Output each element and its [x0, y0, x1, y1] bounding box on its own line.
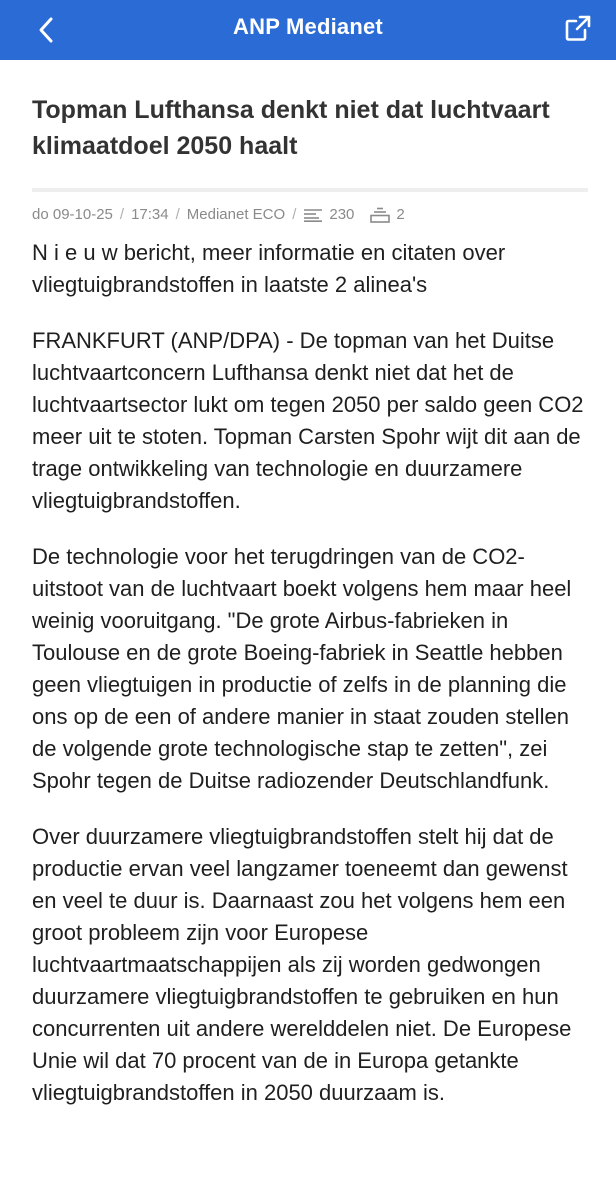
- meta-separator: /: [119, 206, 125, 223]
- meta-source: Medianet ECO: [186, 206, 286, 223]
- article-paragraph: De technologie voor het terugdringen van de CO2-uitstoot van de luchtvaart boekt volgens hem maar heel weinig vooruitgang. "De grote Airbus-fabrieken in Toulouse en de grote Boeing-fabriek in Seattle hebben geen vliegtuigen in productie of zelfs in de planning die ons op de een of andere manier in staat zouden stellen de volgende grote technologische stap te zetten", zei Spohr tegen de Duitse radiozender Deutschlandfunk.: [32, 544, 572, 793]
- app-title: ANP Medianet: [233, 14, 383, 39]
- article-body: [32, 237, 588, 1109]
- article: [32, 92, 588, 1133]
- article-title: Topman Lufthansa denkt niet dat luchtvaart klimaatdoel 2050 haalt: [32, 96, 550, 160]
- article-paragraph: FRANKFURT (ANP/DPA) - De topman van het Duitse luchtvaartconcern Lufthansa denkt niet dat het de luchtvaartsector lukt om tegen 2050 per saldo geen CO2 meer uit te stoten. Topman Carsten Spohr wijt dit aan de trage ontwikkeling van technologie en duurzamere vliegtuigbrandstoffen.: [32, 328, 584, 513]
- article-paragraph: Over duurzamere vliegtuigbrandstoffen stelt hij dat de productie ervan veel langzamer toeneemt dan gewenst en veel te duur is. Daarnaast zou het volgens hem een groot probleem zijn voor Europese luchtvaartmaatschappijen als zij worden gedwongen duurzamere vliegtuigbrandstoffen te gebruiken en hun concurrenten uit andere werelddelen niet. De Europese Unie wil dat 70 procent van de in Europa getankte vliegtuigbrandstoffen in 2050 duurzaam is.: [32, 824, 572, 1105]
- meta-separator: /: [292, 206, 297, 223]
- meta-stack-count: 2: [396, 206, 405, 223]
- share-button[interactable]: [558, 8, 598, 48]
- article-meta: [32, 206, 588, 223]
- article-paragraph: N i e u w bericht, meer informatie en citaten over vliegtuigbrandstoffen in laatste 2 alinea's: [32, 240, 506, 297]
- top-app-bar: [0, 0, 616, 60]
- meta-word-count: 230: [329, 206, 355, 223]
- stack-icon: [370, 207, 390, 223]
- meta-time: 17:34: [131, 206, 169, 223]
- share-external-icon: [564, 14, 592, 42]
- word-count-icon: [303, 208, 323, 222]
- meta-date: do 09-10-25: [32, 206, 113, 223]
- title-divider: [32, 188, 588, 192]
- meta-separator: /: [175, 206, 180, 223]
